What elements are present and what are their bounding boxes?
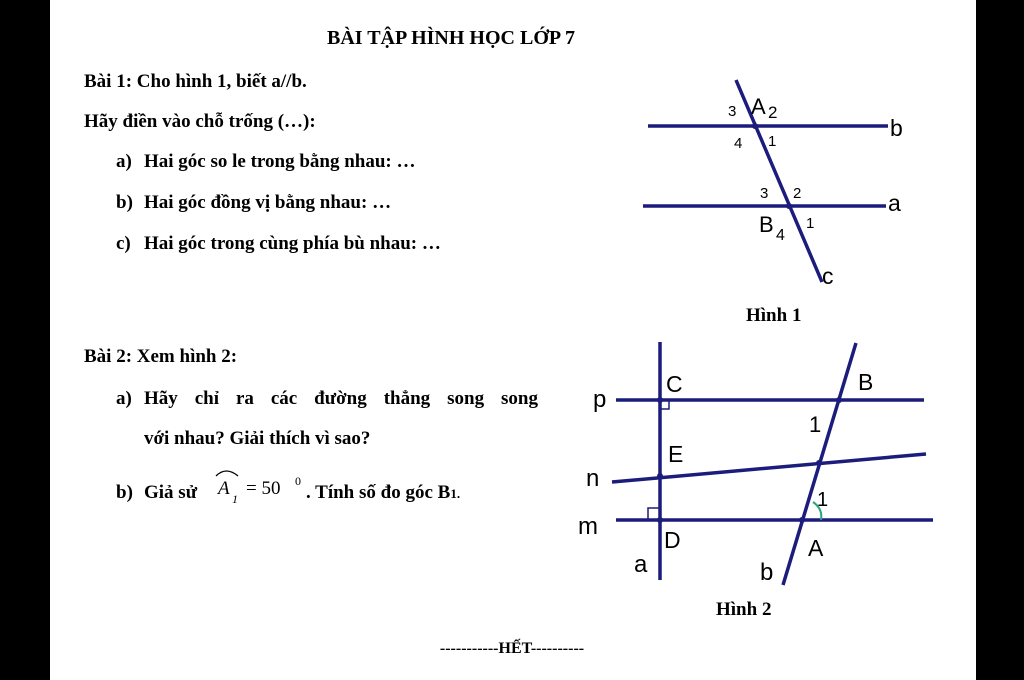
fig2-label-n: n [586, 465, 600, 492]
fig2-label-B: B [858, 369, 874, 395]
bai1-heading: Bài 1: Cho hình 1, biết a//b. [84, 71, 307, 92]
fig2-label-A: A [808, 535, 824, 561]
fig1-label-c: c [822, 263, 834, 289]
bai2-item-a-label: a) [116, 388, 132, 409]
fig1-label-A3: 3 [728, 103, 737, 120]
fig2-label-b: b [760, 559, 774, 586]
point-c [657, 397, 663, 403]
formula-equals-value: = 50 [246, 478, 281, 499]
bai2-heading: Bài 2: Xem hình 2: [84, 346, 238, 367]
formula-variable: A [218, 478, 230, 499]
footer-end-marker: -----------HẾT---------- [439, 640, 585, 657]
bai1-item-a-text: Hai góc so le trong bằng nhau: … [144, 151, 416, 172]
fig1-label-A4: 4 [734, 135, 743, 152]
page-title: BÀI TẬP HÌNH HỌC LỚP 7 [326, 27, 575, 49]
b1-subscript: 1. [450, 486, 461, 501]
fig1-label-b: b [890, 115, 903, 141]
bai2-item-b-prefix: Giả sử [144, 482, 198, 503]
fig1-label-B3: 3 [760, 185, 769, 202]
fig2-label-m: m [578, 513, 598, 540]
bai1-item-b-label: b) [116, 192, 133, 213]
point-b-fig2 [836, 397, 842, 403]
bai2-item-b-label: b) [116, 482, 133, 503]
bai2-item-b-suffix: . Tính số đo góc B1. [306, 482, 461, 503]
fig2-label-E: E [668, 441, 684, 467]
bai1-item-a-label: a) [116, 151, 132, 172]
bai1-item-b-text: Hai góc đồng vị bằng nhau: … [144, 192, 392, 213]
fig1-label-A: A [751, 94, 766, 119]
fig2-label-p: p [593, 386, 607, 413]
fig1-label-B1: 1 [806, 215, 815, 232]
fig1-label-B2: 2 [793, 185, 802, 202]
fig2-label-a: a [634, 551, 648, 578]
point-a-fig2 [799, 517, 805, 523]
bai1-item-c-label: c) [116, 233, 131, 254]
fig2-label-C: C [666, 371, 683, 397]
fig1-label-a: a [888, 190, 901, 216]
figure-1-caption: Hình 1 [746, 305, 802, 326]
bai2-item-a-line1: Hãy chỉ ra các đường thẳng song song [144, 388, 538, 409]
point-d [657, 517, 663, 523]
fig2-label-B1: 1 [809, 412, 822, 437]
formula-subscript: 1 [232, 492, 238, 506]
fig1-label-B: B [759, 212, 774, 237]
fig2-label-A1: 1 [817, 489, 829, 511]
bai1-item-c-text: Hai góc trong cùng phía bù nhau: … [144, 233, 441, 254]
fig2-label-D: D [664, 527, 681, 553]
point-intersect-nb [816, 460, 822, 466]
fig1-label-A2: 2 [768, 103, 778, 122]
fig1-label-B4: 4 [776, 227, 785, 244]
point-e [657, 473, 663, 479]
fig1-label-A1: 1 [768, 133, 777, 150]
figure-2-caption: Hình 2 [716, 599, 772, 620]
bai2-item-a-line2: với nhau? Giải thích vì sao? [144, 428, 371, 449]
formula-degree: 0 [295, 474, 301, 488]
bai1-instruction: Hãy điền vào chỗ trống (…): [84, 111, 316, 132]
